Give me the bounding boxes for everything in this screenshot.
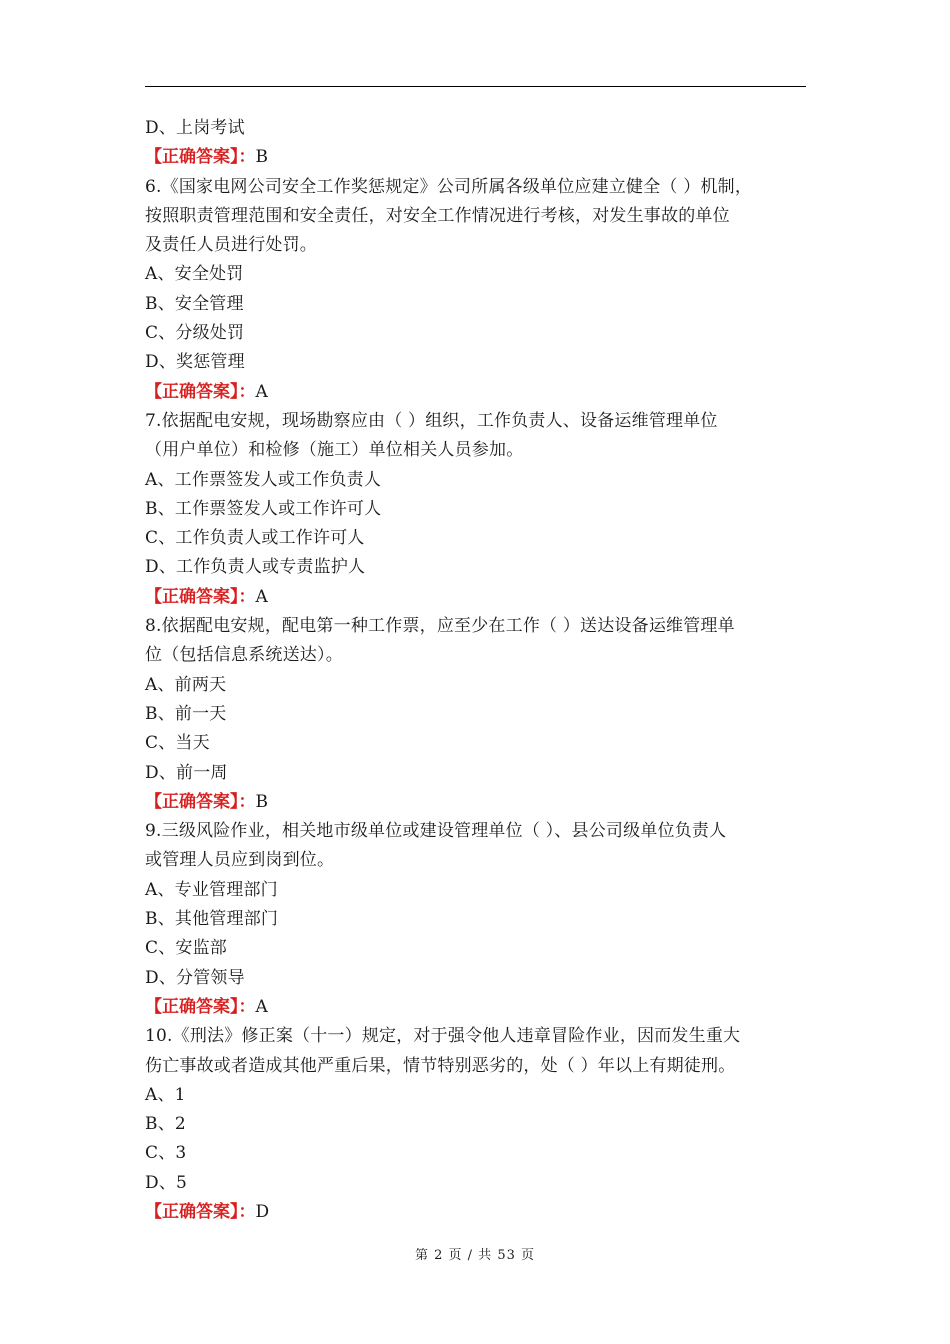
question-stem-line: 8.依据配电安规，配电第一种工作票，应至少在工作（ ）送达设备运维管理单 xyxy=(145,616,735,637)
answer-line xyxy=(145,1198,813,1227)
answer-label: 【正确答案】： xyxy=(145,381,256,402)
question-stem-line: 或管理人员应到岗到位。 xyxy=(145,850,335,871)
answer-label: 【正确答案】： xyxy=(145,996,256,1017)
prev-question-tail xyxy=(145,114,813,173)
option-a: A、安全处罚 xyxy=(145,264,244,285)
option-a: A、前两天 xyxy=(145,674,227,695)
question-stem-line: 位（包括信息系统送达）。 xyxy=(145,645,343,666)
header-rule xyxy=(145,86,806,87)
question-stem-line: 10.《刑法》修正案（十一）规定，对于强令他人违章冒险作业，因而发生重大 xyxy=(145,1026,741,1047)
option-d: D、前一周 xyxy=(145,762,228,783)
option-b: B、前一天 xyxy=(145,703,227,724)
option-c: C、当天 xyxy=(145,733,210,754)
option-b: B、安全管理 xyxy=(145,293,244,314)
question-stem-line: 及责任人员进行处罚。 xyxy=(145,235,317,256)
question-7 xyxy=(145,407,813,612)
question-stem-line: 按照职责管理范围和安全责任，对安全工作情况进行考核，对发生事故的单位 xyxy=(145,205,730,226)
answer-value: A xyxy=(255,586,268,607)
option-c: C、分级处罚 xyxy=(145,323,245,344)
question-9 xyxy=(145,817,813,1022)
question-6 xyxy=(145,173,813,407)
option-a: A、1 xyxy=(145,1084,186,1105)
question-stem-line: 9.三级风险作业，相关地市级单位或建设管理单位（ ）、县公司级单位负责人 xyxy=(145,821,727,842)
option-b: B、工作票签发人或工作许可人 xyxy=(145,498,382,519)
answer-value: B xyxy=(255,147,268,168)
answer-label: 【正确答案】： xyxy=(145,791,256,812)
answer-value: B xyxy=(255,791,268,812)
question-stem-line: 6.《国家电网公司安全工作奖惩规定》公司所属各级单位应建立健全（ ）机制， xyxy=(145,176,753,197)
question-10 xyxy=(145,1022,813,1227)
document-body xyxy=(145,114,813,1227)
option-c: C、工作负责人或工作许可人 xyxy=(145,528,365,549)
option-b: B、2 xyxy=(145,1114,186,1135)
answer-label: 【正确答案】： xyxy=(145,586,256,607)
option-c: C、3 xyxy=(145,1143,187,1164)
option-d: D、分管领导 xyxy=(145,967,245,988)
option-a: A、专业管理部门 xyxy=(145,879,278,900)
option-c: C、安监部 xyxy=(145,938,228,959)
answer-label: 【正确答案】： xyxy=(145,1201,256,1222)
answer-label: 【正确答案】： xyxy=(145,147,256,168)
option-a: A、工作票签发人或工作负责人 xyxy=(145,469,382,490)
option-d: D、工作负责人或专责监护人 xyxy=(145,557,366,578)
answer-value: A xyxy=(255,381,268,402)
answer-line xyxy=(145,788,813,817)
option: D、上岗考试 xyxy=(145,118,245,138)
answer-value: D xyxy=(255,1201,270,1222)
option-b: B、其他管理部门 xyxy=(145,909,279,930)
question-stem-line: 7.依据配电安规，现场勘察应由（ ）组织，工作负责人、设备运维管理单位 xyxy=(145,410,718,431)
answer-line xyxy=(145,378,813,407)
option-d: D、奖惩管理 xyxy=(145,352,245,373)
answer-value: A xyxy=(255,996,268,1017)
question-8 xyxy=(145,612,813,817)
answer-line xyxy=(145,583,813,612)
question-stem-line: 伤亡事故或者造成其他严重后果，情节特别恶劣的，处（ ）年以上有期徒刑。 xyxy=(145,1055,736,1076)
answer-line xyxy=(145,993,813,1022)
answer-line xyxy=(145,143,813,172)
question-stem-line: （用户单位）和检修（施工）单位相关人员参加。 xyxy=(145,440,524,461)
option-d: D、5 xyxy=(145,1172,188,1193)
page-footer: 第 2 页 / 共 53 页 xyxy=(415,1248,535,1263)
